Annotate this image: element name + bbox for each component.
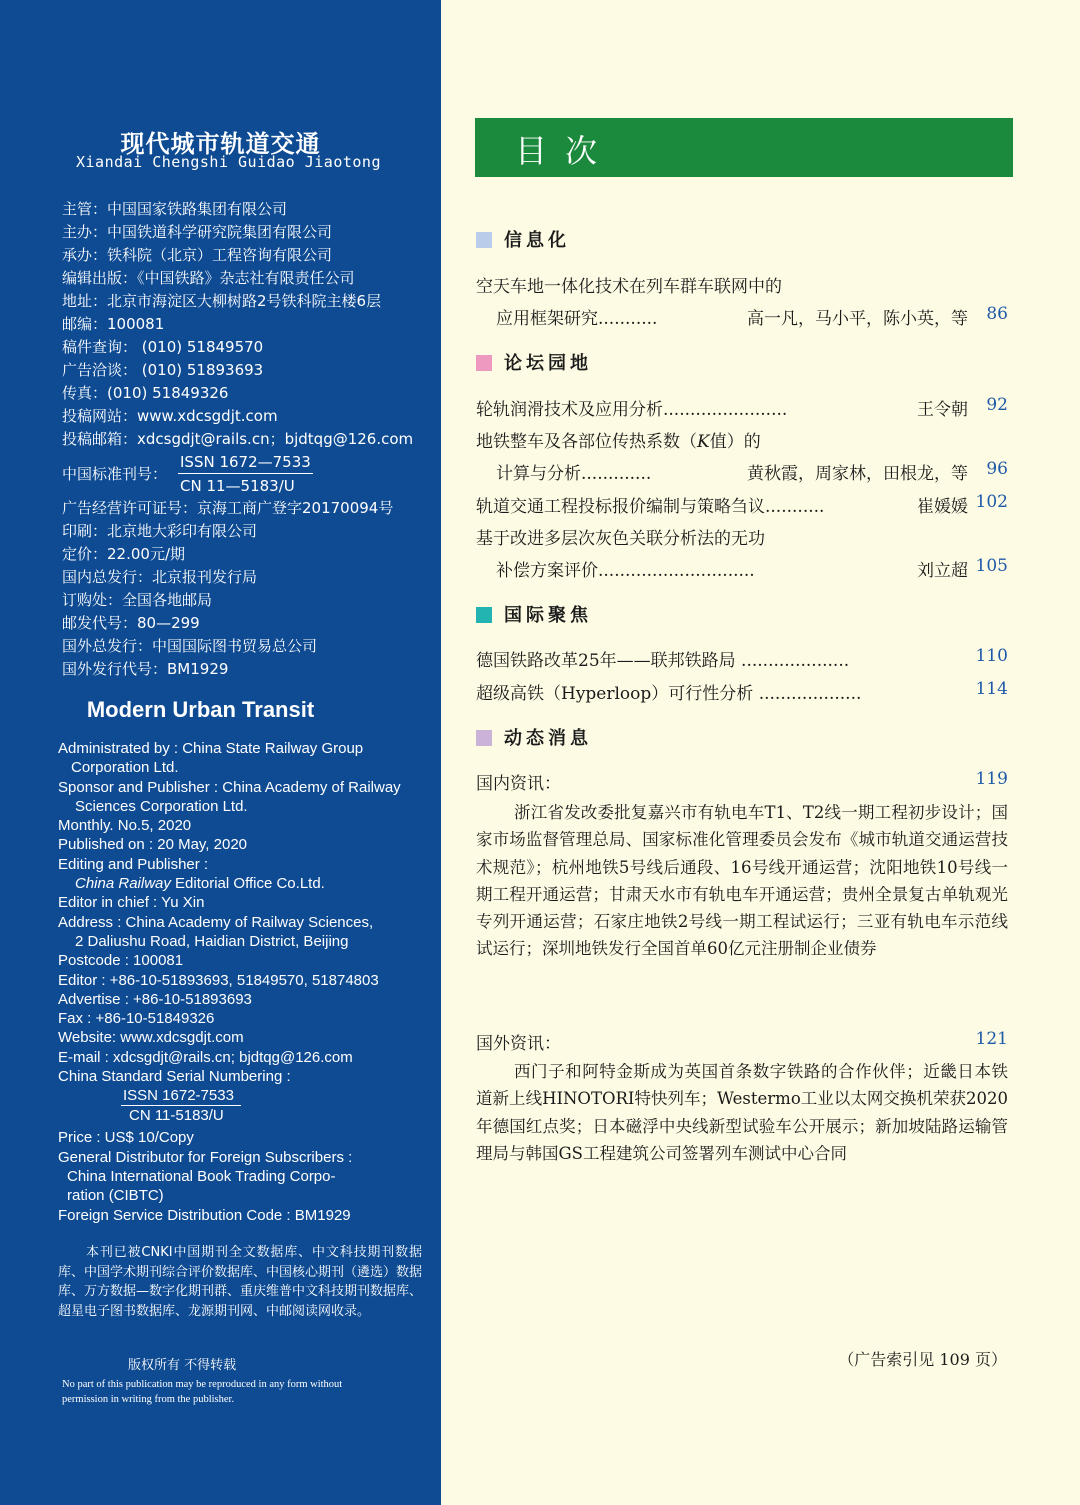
- info-row: 稿件查询： (010) 51849570: [62, 338, 264, 356]
- en-info-row: Corporation Ltd.: [71, 759, 179, 777]
- english-publication-info: [58, 739, 430, 1225]
- en-info-row: ration (CIBTC): [67, 1187, 164, 1205]
- en-info-row: E-mail : xdcsgdjt@rails.cn; bjdtqg@126.com: [58, 1048, 353, 1066]
- entry-authors: 高一凡，马小平，陈小英，等: [747, 309, 968, 329]
- info-row: 广告经营许可证号：京海工商广登字20170094号: [62, 499, 394, 517]
- issn-number: ISSN 1672—7533: [178, 451, 313, 474]
- toc-entry[interactable]: [476, 492, 1008, 517]
- entry-authors: 王令朝: [917, 400, 968, 420]
- entry-authors: 崔媛媛: [917, 497, 968, 517]
- issn-label: 中国标准刊号：: [62, 465, 168, 483]
- info-row: 国外发行代号：BM1929: [62, 660, 229, 678]
- entry-page: 110: [975, 646, 1008, 666]
- masthead-panel: [0, 0, 441, 1505]
- en-editorial-rest: Editorial Office Co.Ltd.: [170, 875, 325, 893]
- info-row: 编辑出版：《中国铁路》杂志社有限责任公司: [62, 269, 355, 287]
- journal-pinyin: Xiandai Chengshi Guidao Jiaotong: [76, 153, 381, 171]
- toc-entry-cont[interactable]: [496, 459, 1008, 484]
- news-label: 国外资讯：: [476, 1034, 561, 1054]
- entry-page: 105: [975, 556, 1008, 576]
- entry-title: 轨道交通工程投标报价编制与策略刍议: [476, 497, 765, 517]
- foreign-news-body: 西门子和阿特金斯成为英国首条数字铁路的合作伙伴；近畿日本铁道新上线HINOTORI特快列车；Westermo工业以太网交换机荣获2020年德国红点奖；日本磁浮中央线新型试验车公开展示；新加坡陆路运输管理局与韩国GS工程建筑公司签署列车测试中心合同: [476, 1062, 1008, 1163]
- section-marker-icon: [476, 730, 492, 746]
- section-heading: [476, 349, 592, 375]
- section-title: 国际聚焦: [504, 605, 592, 626]
- section-title: 动态消息: [504, 728, 592, 749]
- leader-dots: .............................: [598, 561, 755, 581]
- entry-page: 102: [975, 492, 1008, 512]
- chinese-publication-info: [62, 198, 434, 681]
- en-info-row: Editor in chief : Yu Xin: [58, 894, 205, 912]
- en-info-row: Address : China Academy of Railway Sciences,: [58, 913, 374, 931]
- en-info-row: Postcode : 100081: [58, 952, 184, 970]
- cn-number: CN 11—5183/U: [180, 477, 295, 495]
- toc-entry[interactable]: [476, 679, 1008, 704]
- info-row: 订购处：全国各地邮局: [62, 591, 213, 609]
- info-row: 主管：中国国家铁路集团有限公司: [62, 200, 288, 218]
- en-info-row: Fax : +86-10-51849326: [58, 1010, 215, 1028]
- leader-dots: ....................: [741, 651, 850, 671]
- entry-title: 补偿方案评价: [496, 561, 598, 581]
- journal-title: 现代城市轨道交通: [120, 130, 321, 158]
- domestic-news-body: 浙江省发改委批复嘉兴市有轨电车T1、T2线一期工程初步设计；国家市场监督管理总局、国家标准化管理委员会发布《城市轨道交通运营技术规范》；杭州地铁5号线后通段、16号线开通运营；沈阳地铁10号线一期工程开通运营；甘肃天水市有轨电车开通运营；贵州全景复古单轨观光专列开通运营；石家庄地铁2号线一期工程试运行；三亚有轨电车示范线试运行；深圳地铁发行全国首单60亿元注册制企业债券: [476, 803, 1008, 959]
- entry-title-k: K: [697, 432, 710, 452]
- en-info-row: Published on : 20 May, 2020: [58, 836, 248, 854]
- entry-title: 值）的: [709, 432, 761, 452]
- leader-dots: .............: [581, 464, 652, 484]
- en-info-row: Sponsor and Publisher : China Academy of Railway: [58, 778, 401, 796]
- info-row: 国内总发行：北京报刊发行局: [62, 568, 258, 586]
- toc-entry-cont[interactable]: [496, 556, 1008, 581]
- entry-title: 计算与分析: [496, 464, 581, 484]
- en-info-row: Advertise : +86-10-51893693: [58, 990, 252, 1008]
- toc-entry[interactable]: [476, 395, 1008, 420]
- news-page: 121: [975, 1029, 1008, 1049]
- section-marker-icon: [476, 607, 492, 623]
- toc-entry[interactable]: [476, 427, 1008, 452]
- info-row: 国外总发行：中国国际图书贸易总公司: [62, 637, 318, 655]
- entry-title: 超级高铁（Hyperloop）可行性分析: [476, 684, 754, 704]
- en-info-row: Monthly. No.5, 2020: [58, 817, 192, 835]
- en-editorial-office: [58, 874, 430, 893]
- leader-dots: ...................: [758, 684, 862, 704]
- leader-dots: ...........: [598, 309, 658, 329]
- info-row: 定价：22.00元/期: [62, 545, 185, 563]
- en-editorial-italic: China Railway: [75, 875, 171, 893]
- en-issn: ISSN 1672-7533: [121, 1086, 241, 1106]
- info-row: 印刷：北京地大彩印有限公司: [62, 522, 258, 540]
- info-row: 承办：铁科院（北京）工程咨询有限公司: [62, 246, 333, 264]
- info-row: 投稿网站：www.xdcsgdjt.com: [62, 407, 278, 425]
- section-heading: [476, 601, 592, 627]
- entry-title: 德国铁路改革25年——联邦铁路局: [476, 651, 736, 671]
- entry-title: 基于改进多层次灰色关联分析法的无功: [476, 529, 765, 549]
- copyright-notice: 版权所有 不得转载: [128, 1358, 237, 1373]
- info-row: 地址：北京市海淀区大柳树路2号铁科院主楼6层: [62, 292, 382, 310]
- toc-entry-cont[interactable]: [496, 304, 1008, 329]
- database-indexing-note: 本刊已被CNKI中国期刊全文数据库、中文科技期刊数据库、中国学术期刊综合评价数据库、中国核心期刊（遴选）数据库、万方数据—数字化期刊群、重庆维普中文科技期刊数据库、超星电子图书数据库、龙源期刊网、中邮阅读网收录。: [58, 1245, 423, 1319]
- en-info-row: Administrated by : China State Railway Group: [58, 740, 364, 757]
- en-info-row: Editor : +86-10-51893693, 51849570, 51874803: [58, 971, 379, 989]
- toc-entry[interactable]: [476, 272, 1008, 297]
- entry-page: 114: [975, 679, 1008, 699]
- en-cn: CN 11-5183/U: [129, 1107, 224, 1125]
- entry-title: 轮轨润滑技术及应用分析: [476, 400, 663, 420]
- en-info-row: China International Book Trading Corpo-: [67, 1167, 336, 1185]
- en-info-row: 2 Daliushu Road, Haidian District, Beijing: [75, 932, 349, 950]
- standard-serial-number: [62, 451, 434, 497]
- info-row: 广告洽谈： (010) 51893693: [62, 361, 264, 379]
- section-heading: [476, 226, 570, 252]
- en-info-row: Foreign Service Distribution Code : BM1929: [58, 1206, 351, 1224]
- table-of-contents-panel: [441, 0, 1080, 1505]
- news-label: 国内资讯：: [476, 774, 561, 794]
- info-row: 邮发代号：80—299: [62, 614, 200, 632]
- en-info-row: Sciences Corporation Ltd.: [75, 797, 248, 815]
- english-journal-title: Modern Urban Transit: [86, 697, 315, 722]
- en-info-row: Website: www.xdcsgdjt.com: [58, 1029, 244, 1047]
- toc-entry[interactable]: [476, 524, 1008, 549]
- entry-title: 应用框架研究: [496, 309, 598, 329]
- foreign-news-heading[interactable]: [476, 1029, 1008, 1054]
- leader-dots: ...........: [765, 497, 825, 517]
- entry-authors: 刘立超: [917, 561, 968, 581]
- info-row: 邮编：100081: [62, 315, 165, 333]
- en-info-row: China Standard Serial Numbering :: [58, 1068, 291, 1086]
- toc-title: 目次: [515, 132, 616, 170]
- section-title: 论坛园地: [504, 353, 592, 374]
- info-row: 投稿邮箱：xdcsgdjt@rails.cn；bjdtqg@126.com: [62, 430, 414, 448]
- news-page: 119: [975, 769, 1008, 789]
- entry-page: 96: [986, 459, 1008, 479]
- en-serial-number: [121, 1086, 241, 1125]
- section-marker-icon: [476, 232, 492, 248]
- ad-index-note: （广告索引见 109 页）: [838, 1350, 1007, 1369]
- info-row: 传真：(010) 51849326: [62, 384, 229, 402]
- section-heading: [476, 724, 592, 750]
- en-info-row: Price : US$ 10/Copy: [58, 1129, 194, 1147]
- section-marker-icon: [476, 355, 492, 371]
- section-title: 信息化: [504, 230, 570, 251]
- domestic-news-heading[interactable]: [476, 769, 1008, 794]
- entry-page: 86: [986, 304, 1008, 324]
- toc-entry[interactable]: [476, 646, 1008, 671]
- en-info-row: General Distributor for Foreign Subscribers :: [58, 1148, 353, 1166]
- toc-banner: [475, 118, 1013, 177]
- copyright-notice-en: No part of this publication may be reproduced in any form without permission in writing from the publisher.: [62, 1379, 343, 1405]
- entry-title: 地铁整车及各部位传热系数（: [476, 432, 697, 452]
- entry-authors: 黄秋霞，周家林，田根龙，等: [747, 464, 968, 484]
- leader-dots: .......................: [663, 400, 788, 420]
- entry-page: 92: [986, 395, 1008, 415]
- info-row: 主办：中国铁道科学研究院集团有限公司: [62, 223, 333, 241]
- en-info-row: Editing and Publisher :: [58, 855, 209, 873]
- entry-title: 空天车地一体化技术在列车群车联网中的: [476, 277, 782, 297]
